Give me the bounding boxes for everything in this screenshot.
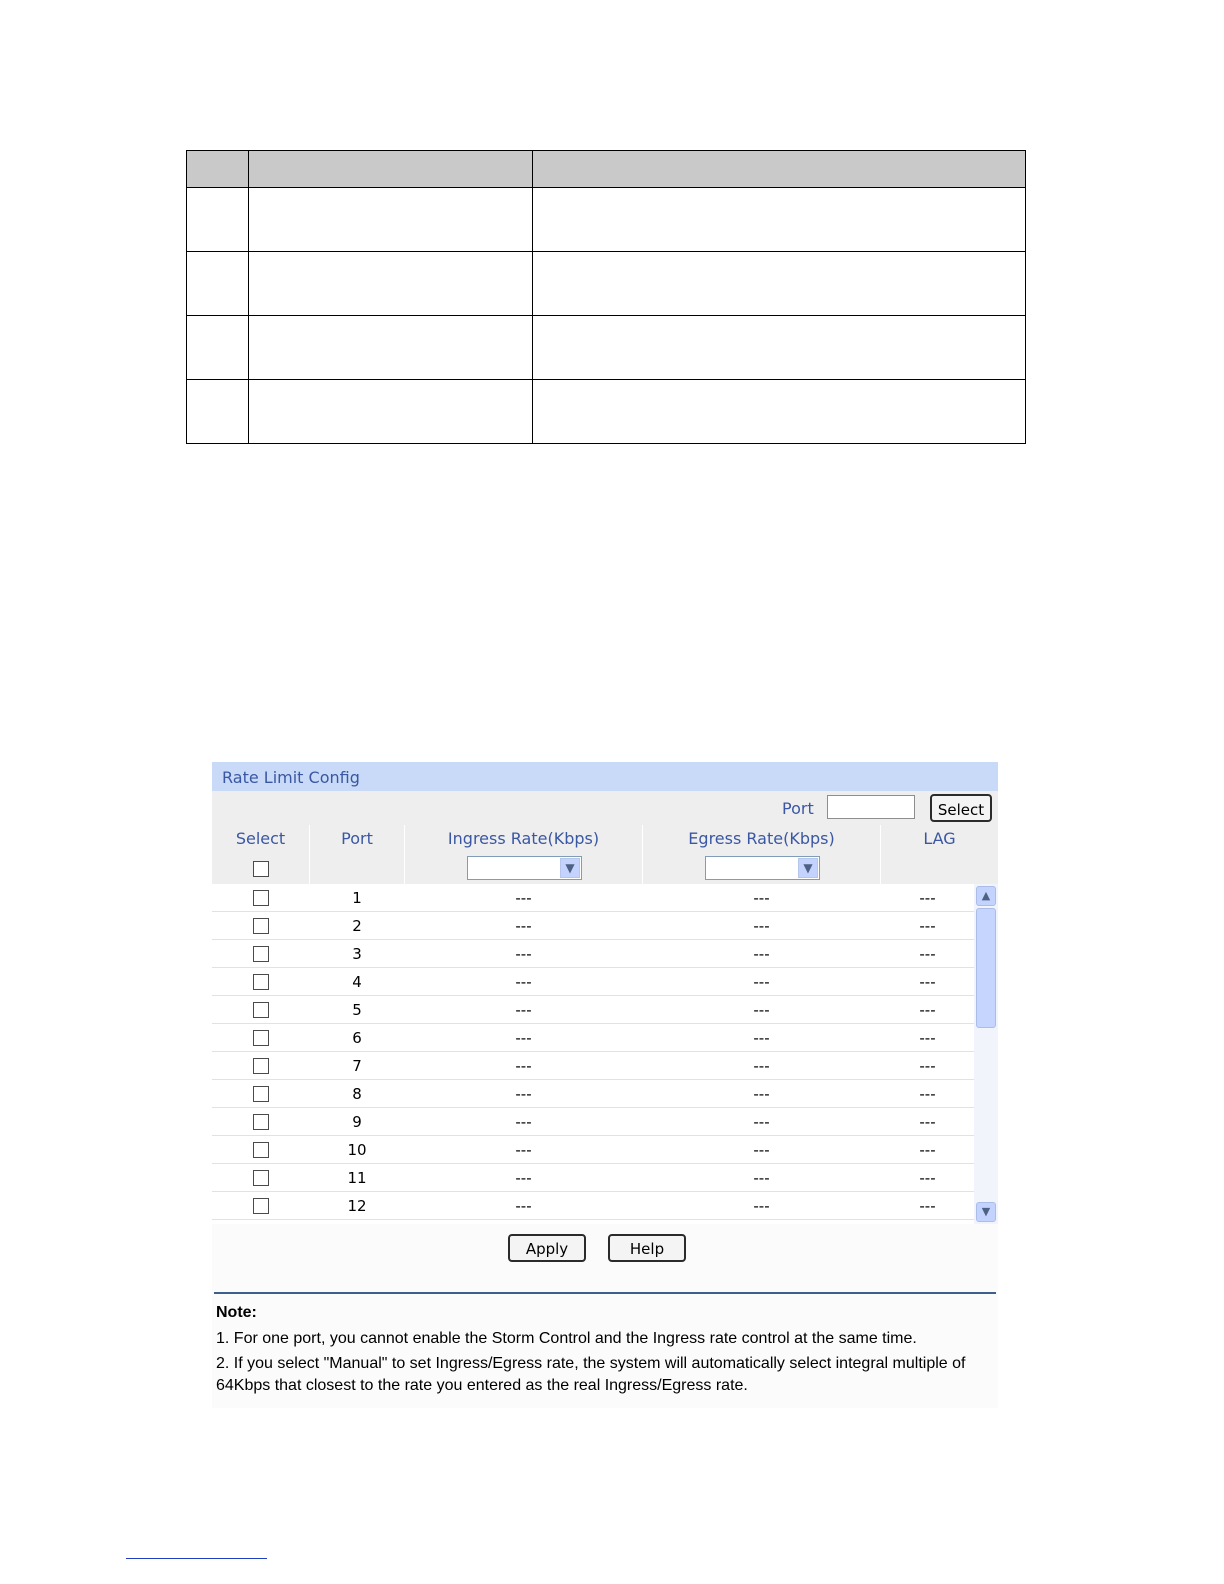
port-input[interactable]	[827, 795, 915, 819]
egress-rate-dropdown[interactable]	[705, 856, 820, 880]
port-cell: 5	[352, 1001, 362, 1019]
egress-cell: ---	[753, 1001, 770, 1019]
note-item: 2. If you select "Manual" to set Ingress/Egress rate, the system will automatically select integral multiple of 64Kbps that closest to the rate you entered as the real Ingress/Egress rate.	[216, 1355, 966, 1394]
scrollbar-thumb[interactable]	[976, 908, 996, 1028]
rate-limit-config-panel	[212, 762, 998, 1408]
row-checkbox[interactable]	[253, 1170, 269, 1186]
egress-cell: ---	[753, 945, 770, 963]
panel-title: Rate Limit Config	[212, 762, 998, 791]
column-header-lag: LAG	[923, 829, 956, 848]
lag-cell: ---	[919, 1141, 936, 1159]
table-row	[212, 1024, 974, 1052]
port-cell: 11	[347, 1169, 367, 1187]
row-checkbox[interactable]	[253, 1030, 269, 1046]
egress-cell: ---	[753, 889, 770, 907]
lag-cell: ---	[919, 1197, 936, 1215]
lag-cell: ---	[919, 973, 936, 991]
table-row	[212, 1052, 974, 1080]
ingress-cell: ---	[515, 1169, 532, 1187]
port-cell: 8	[352, 1085, 362, 1103]
row-checkbox[interactable]	[253, 1114, 269, 1130]
port-cell: 10	[347, 1141, 367, 1159]
ingress-cell: ---	[515, 1057, 532, 1075]
table-row	[212, 884, 974, 912]
ingress-rate-dropdown[interactable]	[467, 856, 582, 880]
document-table-row	[187, 252, 1026, 316]
port-cell: 9	[352, 1113, 362, 1131]
ingress-cell: ---	[515, 1085, 532, 1103]
port-label: Port	[782, 799, 814, 818]
port-cell: 7	[352, 1057, 362, 1075]
table-row	[212, 968, 974, 996]
lag-cell: ---	[919, 1001, 936, 1019]
lag-cell: ---	[919, 1085, 936, 1103]
ingress-cell: ---	[515, 1197, 532, 1215]
egress-cell: ---	[753, 973, 770, 991]
egress-cell: ---	[753, 1169, 770, 1187]
select-all-checkbox[interactable]	[253, 861, 269, 877]
arrow-down-icon[interactable]: ▼	[976, 1202, 996, 1222]
row-checkbox[interactable]	[253, 890, 269, 906]
table-row	[212, 1108, 974, 1136]
lag-cell: ---	[919, 945, 936, 963]
chevron-down-icon: ▼	[798, 858, 818, 878]
egress-cell: ---	[753, 917, 770, 935]
document-table-row	[187, 380, 1026, 444]
select-button[interactable]: Select	[930, 794, 992, 822]
ingress-cell: ---	[515, 945, 532, 963]
column-divider	[404, 825, 405, 884]
port-cell: 1	[352, 889, 362, 907]
port-cell: 2	[352, 917, 362, 935]
port-table-body	[212, 884, 974, 1224]
ingress-cell: ---	[515, 1141, 532, 1159]
table-row	[212, 1136, 974, 1164]
document-table-row	[187, 316, 1026, 380]
note-title: Note:	[216, 1304, 257, 1321]
lag-cell: ---	[919, 1169, 936, 1187]
column-header-egress-rate: Egress Rate(Kbps)	[688, 829, 835, 848]
table-row	[212, 1080, 974, 1108]
note-divider	[214, 1292, 996, 1294]
arrow-up-icon[interactable]: ▲	[976, 886, 996, 906]
document-table-row	[187, 188, 1026, 252]
apply-button[interactable]: Apply	[508, 1234, 586, 1262]
row-checkbox[interactable]	[253, 1142, 269, 1158]
egress-cell: ---	[753, 1057, 770, 1075]
table-row	[212, 996, 974, 1024]
egress-cell: ---	[753, 1141, 770, 1159]
port-cell: 6	[352, 1029, 362, 1047]
ingress-cell: ---	[515, 889, 532, 907]
egress-cell: ---	[753, 1113, 770, 1131]
document-table	[186, 150, 1026, 444]
table-row	[212, 1192, 974, 1220]
lag-cell: ---	[919, 1057, 936, 1075]
ingress-cell: ---	[515, 1001, 532, 1019]
port-search-bar	[212, 791, 998, 825]
column-header-port: Port	[341, 829, 373, 848]
footer-link-underline	[126, 1558, 267, 1559]
egress-cell: ---	[753, 1085, 770, 1103]
table-row	[212, 912, 974, 940]
port-cell: 4	[352, 973, 362, 991]
column-header-ingress-rate: Ingress Rate(Kbps)	[447, 829, 600, 848]
lag-cell: ---	[919, 889, 936, 907]
egress-cell: ---	[753, 1197, 770, 1215]
ingress-cell: ---	[515, 917, 532, 935]
column-divider	[880, 825, 881, 884]
document-table-header-row	[187, 151, 1026, 188]
port-cell: 12	[347, 1197, 367, 1215]
row-checkbox[interactable]	[253, 1198, 269, 1214]
ingress-cell: ---	[515, 973, 532, 991]
port-cell: 3	[352, 945, 362, 963]
row-checkbox[interactable]	[253, 946, 269, 962]
row-checkbox[interactable]	[253, 974, 269, 990]
column-header-select: Select	[235, 829, 286, 848]
lag-cell: ---	[919, 917, 936, 935]
row-checkbox[interactable]	[253, 1086, 269, 1102]
help-button[interactable]: Help	[608, 1234, 686, 1262]
column-divider	[642, 825, 643, 884]
column-divider	[309, 825, 310, 884]
chevron-down-icon: ▼	[560, 858, 580, 878]
row-checkbox[interactable]	[253, 1058, 269, 1074]
row-checkbox[interactable]	[253, 1002, 269, 1018]
row-checkbox[interactable]	[253, 918, 269, 934]
table-row	[212, 1164, 974, 1192]
table-scrollbar[interactable]	[974, 884, 998, 1224]
ingress-cell: ---	[515, 1029, 532, 1047]
lag-cell: ---	[919, 1029, 936, 1047]
lag-cell: ---	[919, 1113, 936, 1131]
note-item: 1. For one port, you cannot enable the Storm Control and the Ingress rate control at the same time.	[216, 1330, 917, 1347]
egress-cell: ---	[753, 1029, 770, 1047]
table-row	[212, 940, 974, 968]
note-section	[216, 1302, 996, 1400]
ingress-cell: ---	[515, 1113, 532, 1131]
